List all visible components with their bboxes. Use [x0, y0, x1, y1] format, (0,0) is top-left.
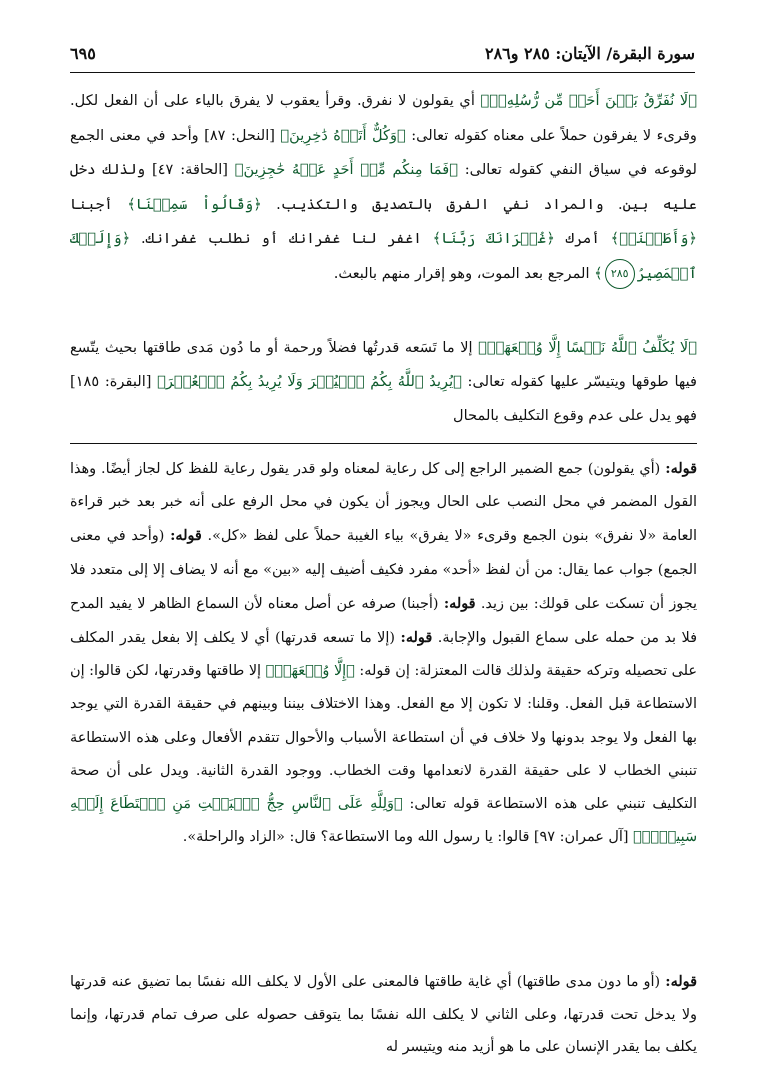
quran-quote: ﴿إِلَّا وُسۡعَهَاۚ﴾: [265, 663, 355, 680]
quran-quote: ﴿وَقَالُواْ سَمِعۡنَا﴾: [127, 195, 262, 213]
tafsir-text: أي يقولون لا نفرق. وقرأ يعقوب لا يفرق بالياء على أن الفعل لكل. وقرىء لا يفرقون حملاً على معناه كقوله تعالى:: [70, 92, 697, 144]
quran-quote-close: ﴾: [594, 264, 603, 282]
tafsir-text: أمرك: [554, 230, 611, 248]
commentary-text: (أي يقولون) جمع الضمير الراجع إلى كل رعاية لمعناه ولو قدر يقول رعاية للفظ كل لجاز أيضًا. وهذا القول المضمر في محل النصب على الحال ويجوز أن يكون في محل الرفع على أنه خبر بعد خبر قراءة العامة «لا نفرق» بنون الجمع وقرىء «لا يفرق» بياء الغيبة حملاً على لفظ «كل».: [70, 461, 697, 545]
quran-quote: ﴿غُفۡرَانَكَ رَبَّنَا﴾: [432, 230, 555, 248]
commentary-text: (أجبنا) صرفه عن أصل معناه لأن السماع الظاهر لا يفيد المدح فلا بد من حمله على سماع القبول والإجابة.: [70, 595, 697, 647]
commentary-keyword: قوله:: [443, 594, 476, 612]
commentary-text: (أو ما دون مدى طاقتها) أي غاية طاقتها فالمعنى على الأول لا يكلف الله نفسًا بما تضيق عنه قدرتها ولا يدخل تحت قدرتها، وعلى الثاني لا يكلف الله نفسًا بما يتوقف حصوله على صرف تمام قدرتها، وإنما يكلف بما يقدر الإنسان على ما هو أزيد منه ويتيسر له: [70, 974, 697, 1055]
tafsir-text: [الحاقة: ٤٧] ولذلك دخل عليه بين. والمراد نفي الفرق بالتصديق والتكذيب.: [70, 161, 697, 213]
tafsir-text: المرجع بعد الموت، وهو إقرار منهم بالبعث.: [333, 264, 595, 282]
ayah-number-marker: ٢٨٥: [605, 259, 635, 289]
commentary-section: [70, 966, 697, 1064]
commentary-paragraph: [70, 966, 697, 1064]
commentary-text: [آل عمران: ٩٧] قالوا: يا رسول الله وما الاستطاعة؟ قال: «الزاد والراحلة».: [182, 829, 634, 846]
commentary-keyword: قوله:: [170, 527, 202, 545]
running-title: سورة البقرة/ الآيتان: ٢٨٥ و٢٨٦: [484, 44, 695, 63]
commentary-text: (وأحد في معنى الجمع) جواب عما يقال: من أن لفظ «أحد» مفرد فكيف أضيف إليه «بين» مع أنه لا يضاف إلا إلى متعدد فلا يجوز أن تسكت على قولك: بين زيد.: [70, 528, 697, 612]
tafsir-text: [البقرة: ١٨٥] فهو يدل على عدم وقوع التكليف بالمحال: [70, 373, 697, 424]
tafsir-section-ayah-285: [70, 84, 697, 292]
commentary-paragraph: [70, 452, 697, 854]
commentary-text: إلا طاقتها وقدرتها، لكن قالوا: إن الاستطاعة قبل الفعل. وقلنا: لا تكون إلا مع الفعل. وهذا الاختلاف بيننا وبينهم في حقيقة القدرة التي يوجد بها الفعل ولا يوجد بدونها ولا خلاف في أن استطاعة الأسباب والأحوال تتقدم الأفعال وعلى هذه الاستطاعة تنبني الخطاب لا على حقيقة القدرة لانعدامها وقت الخطاب. ووجود القدرة الثانية. ويدل على أن صحة التكليف تنبني على هذه الاستطاعة قوله تعالى:: [70, 663, 698, 813]
quran-quote: ﴿وَإِلَيۡكَ ٱلۡمَصِيرُ: [70, 230, 697, 282]
quran-quote: ﴿فَمَا مِنكُم مِّنۡ أَحَدٍ عَنۡهُ حَٰجِزِينَ﴾: [234, 161, 458, 179]
commentary-keyword: قوله:: [665, 973, 697, 990]
tafsir-text: إلا ما تَسَعه قدرتُها فضلاً ورحمة أو ما دُون مَدى طاقتها بحيث يتّسع فيها طوقها ويتيسّر عليها كقوله تعالى:: [70, 339, 697, 390]
tafsir-text: أجبنا: [70, 195, 128, 213]
tafsir-text: [النحل: ٨٧] وأحد في معنى الجمع لوقوعه في سياق النفي كقوله تعالى:: [70, 126, 698, 179]
commentary-keyword: قوله:: [665, 460, 697, 477]
quran-quote: ﴿وَلِلَّهِ عَلَى ٱلنَّاسِ حِجُّ ٱلۡبَيۡتِ مَنِ ٱسۡتَطَاعَ إِلَيۡهِ سَبِيلٗاۚ﴾: [70, 796, 697, 846]
tafsir-section-ayah-286: [70, 331, 697, 433]
quran-quote: ﴿وَأَطَعۡنَاۖ﴾: [610, 230, 697, 248]
tafsir-paragraph: [70, 331, 697, 433]
tafsir-paragraph: [70, 84, 697, 292]
tafsir-text: اغفر لنا غفرانك أو نطلب غفرانك.: [130, 230, 433, 248]
commentary-section: [70, 452, 697, 854]
commentary-keyword: قوله:: [400, 629, 433, 647]
quran-quote: ﴿يُرِيدُ ٱللَّهُ بِكُمُ ٱلۡيُسۡرَ وَلَا يُرِيدُ بِكُمُ ٱلۡعُسۡرَ﴾: [157, 373, 462, 390]
page-number: ٦٩٥: [70, 44, 96, 63]
quran-quote: ﴿لَا يُكَلِّفُ ٱللَّهُ نَفۡسًا إِلَّا وُسۡعَهَاۚ﴾: [478, 339, 698, 356]
footnote-divider: [70, 443, 697, 444]
quran-quote: ﴿وَكُلٌّ أَتَوۡهُ دَٰخِرِينَ﴾: [280, 126, 406, 144]
quran-quote: ﴿لَا نُفَرِّقُ بَيۡنَ أَحَدٖ مِّن رُّسُلِهِۦۚ﴾: [480, 92, 697, 109]
commentary-text: (إلا ما تسعه قدرتها) أي لا يكلف إلا بفعل يقدر المكلف على تحصيله وتركه حقيقة ولذلك قالت المعتزلة: إن قوله:: [70, 630, 698, 680]
page-header: [70, 38, 695, 73]
